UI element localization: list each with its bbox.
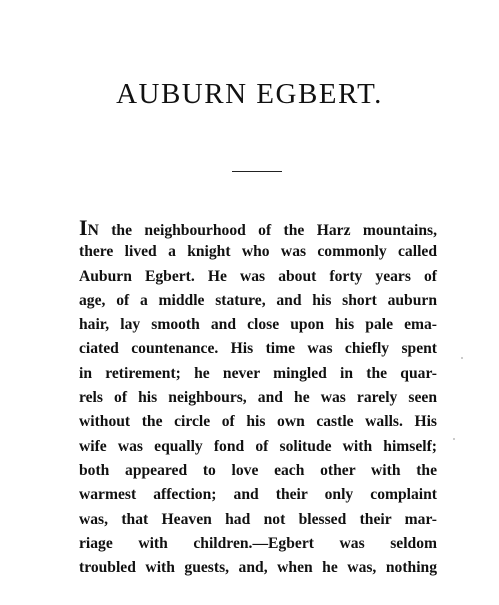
text-line-9: without the circle of his own castle walls. His <box>79 413 437 431</box>
chapter-title: AUBURN EGBERT. <box>116 78 383 110</box>
text-line-12: warmest affection; and their only complaint <box>79 486 437 504</box>
text-line-14: riage with children.—Egbert was seldom <box>79 534 437 552</box>
text-line-6: ciated countenance. His time was chiefly spent <box>79 340 437 358</box>
text-line-10: wife was equally fond of solitude with himself; <box>79 437 437 455</box>
paper-speck <box>461 357 463 359</box>
text-line-7: in retirement; he never mingled in the quar- <box>79 364 437 382</box>
body-paragraph <box>79 216 437 580</box>
text-line-4: age, of a middle stature, and his short auburn <box>79 291 437 309</box>
text-line-3: Auburn Egbert. He was about forty years of <box>79 267 437 285</box>
drop-cap: I <box>79 215 88 240</box>
text-line-11: both appeared to love each other with the <box>79 461 437 479</box>
text-line-13: was, that Heaven had not blessed their mar- <box>79 510 437 528</box>
title-divider <box>232 171 282 172</box>
text-line-1 <box>79 216 437 240</box>
first-line-text: N the neighbourhood of the Harz mountains, <box>87 222 437 239</box>
text-line-8: rels of his neighbours, and he was rarely seen <box>79 389 437 407</box>
text-line-15: troubled with guests, and, when he was, nothing <box>79 559 437 577</box>
text-line-5: hair, lay smooth and close upon his pale ema- <box>79 316 437 334</box>
paper-speck <box>453 438 455 440</box>
text-line-2: there lived a knight who was commonly called <box>79 243 437 261</box>
